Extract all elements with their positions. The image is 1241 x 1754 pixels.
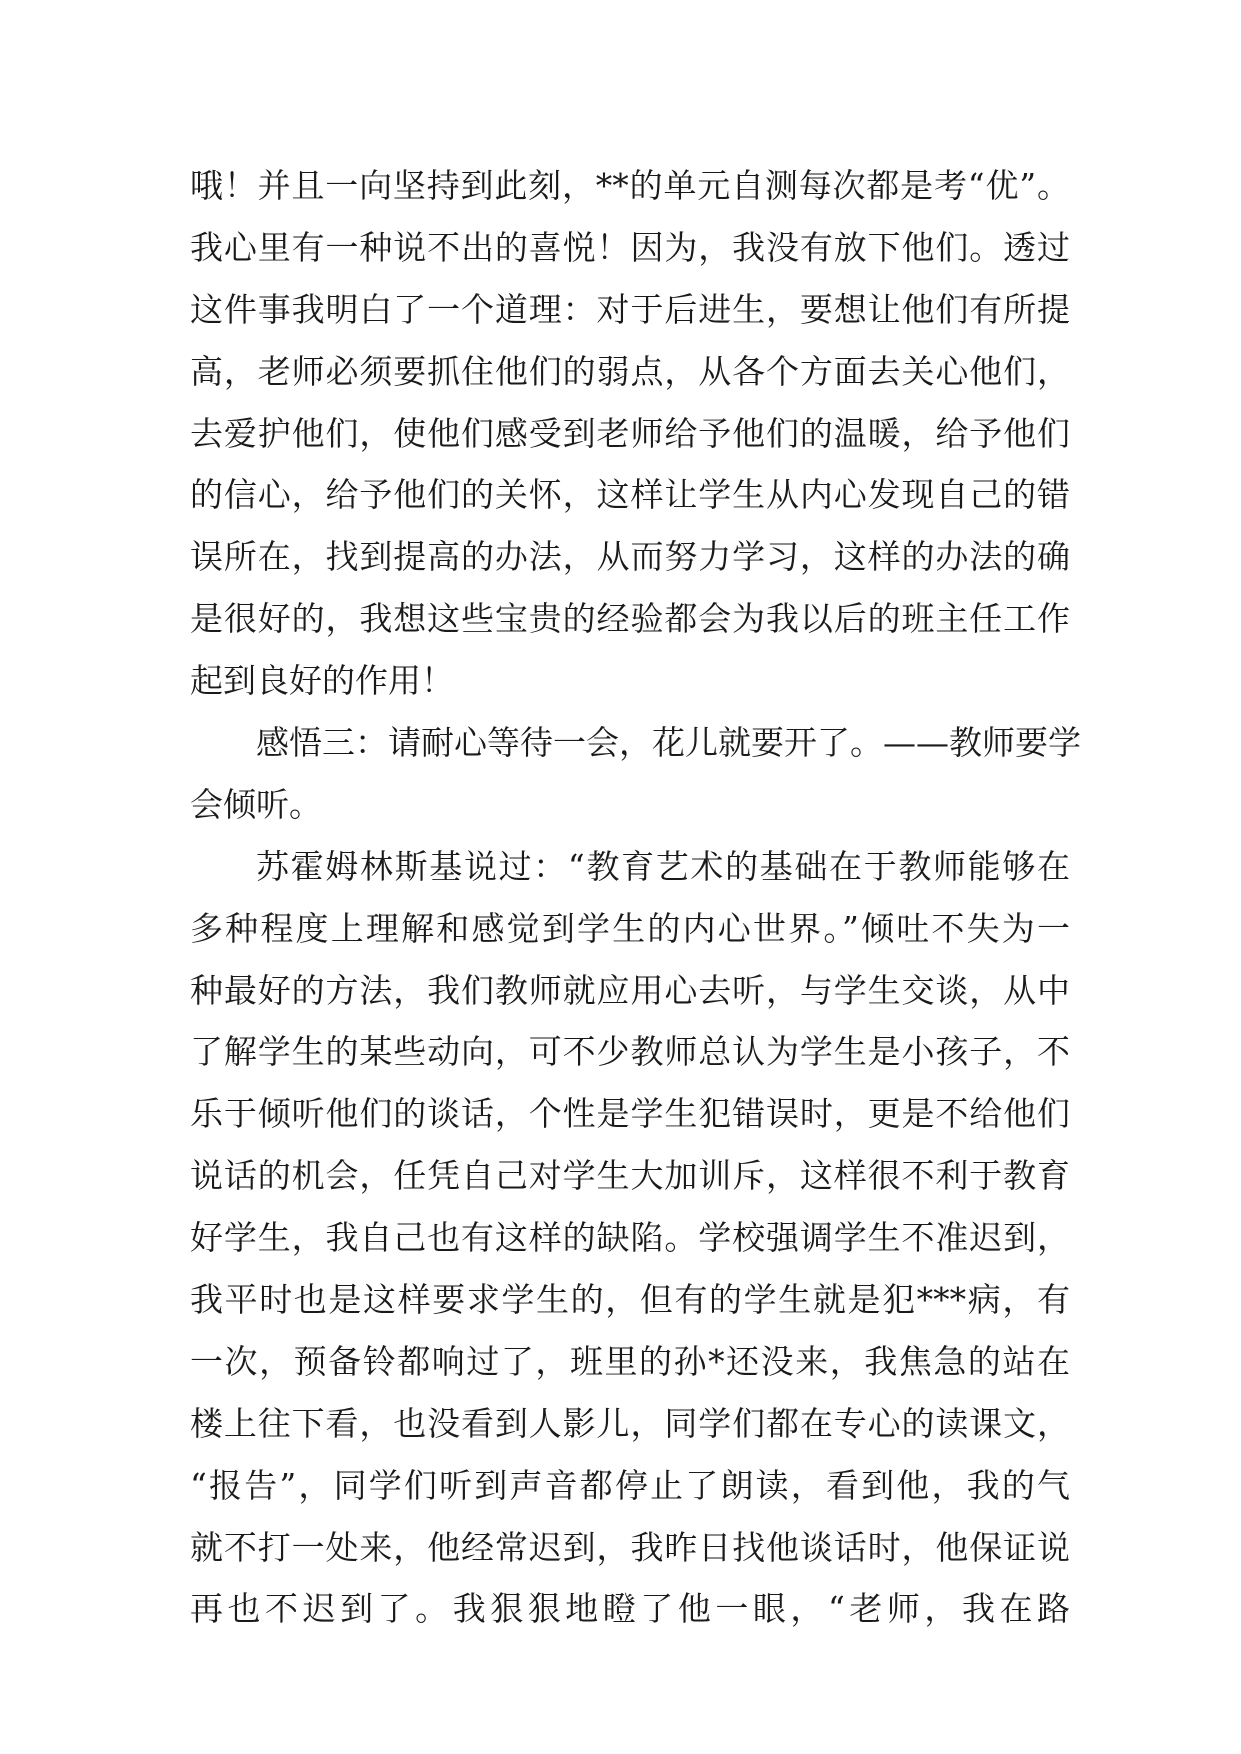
text-line: 我心里有一种说不出的喜悦！因为，我没有放下他们。透过 (190, 227, 1070, 267)
text-line: 种最好的方法，我们教师就应用心去听，与学生交谈，从中 (190, 970, 1070, 1010)
text-line: 了解学生的某些动向，可不少教师总认为学生是小孩子，不 (190, 1032, 1070, 1072)
text-line: 就不打一处来，他经常迟到，我昨日找他谈话时，他保证说 (190, 1527, 1070, 1567)
text-line: 多种程度上理解和感觉到学生的内心世界。”倾吐不失为一 (190, 908, 1070, 948)
text-line: 起到良好的作用！ (190, 661, 454, 701)
text-line: 的信心，给予他们的关怀，这样让学生从内心发现自己的错 (190, 475, 1070, 515)
text-line: “报告”，同学们听到声音都停止了朗读，看到他，我的气 (190, 1465, 1070, 1505)
text-line: 再也不迟到了。我狠狠地瞪了他一眼，“老师，我在路 (190, 1589, 1070, 1629)
text-line: 这件事我明白了一个道理：对于后进生，要想让他们有所提 (190, 289, 1070, 329)
text-line: 楼上往下看，也没看到人影儿，同学们都在专心的读课文， (190, 1403, 1070, 1443)
text-line: 是很好的，我想这些宝贵的经验都会为我以后的班主任工作 (190, 599, 1070, 639)
text-line: 好学生，我自己也有这样的缺陷。学校强调学生不准迟到， (190, 1218, 1070, 1258)
body-text (190, 155, 1081, 1640)
section-heading-continued: 会倾听。 (190, 784, 322, 824)
paragraph-start: 苏霍姆林斯基说过：“教育艺术的基础在于教师能够在 (256, 846, 1070, 886)
text-line: 哦！并且一向坚持到此刻，**的单元自测每次都是考“优”。 (190, 166, 1070, 205)
text-line: 乐于倾听他们的谈话，个性是学生犯错误时，更是不给他们 (190, 1094, 1070, 1134)
text-line: 误所在，找到提高的办法，从而努力学习，这样的办法的确 (190, 537, 1070, 577)
text-line: 我平时也是这样要求学生的，但有的学生就是犯***病，有 (190, 1280, 1070, 1320)
text-line: 一次，预备铃都响过了，班里的孙*还没来，我焦急的站在 (190, 1341, 1070, 1381)
text-line: 高，老师必须要抓住他们的弱点，从各个方面去关心他们， (190, 351, 1070, 391)
section-heading: 感悟三：请耐心等待一会，花儿就要开了。——教师要学 (256, 723, 1081, 763)
text-line: 去爱护他们，使他们感受到老师给予他们的温暖，给予他们 (190, 413, 1070, 453)
text-line: 说话的机会，任凭自己对学生大加训斥，这样很不利于教育 (190, 1156, 1070, 1196)
